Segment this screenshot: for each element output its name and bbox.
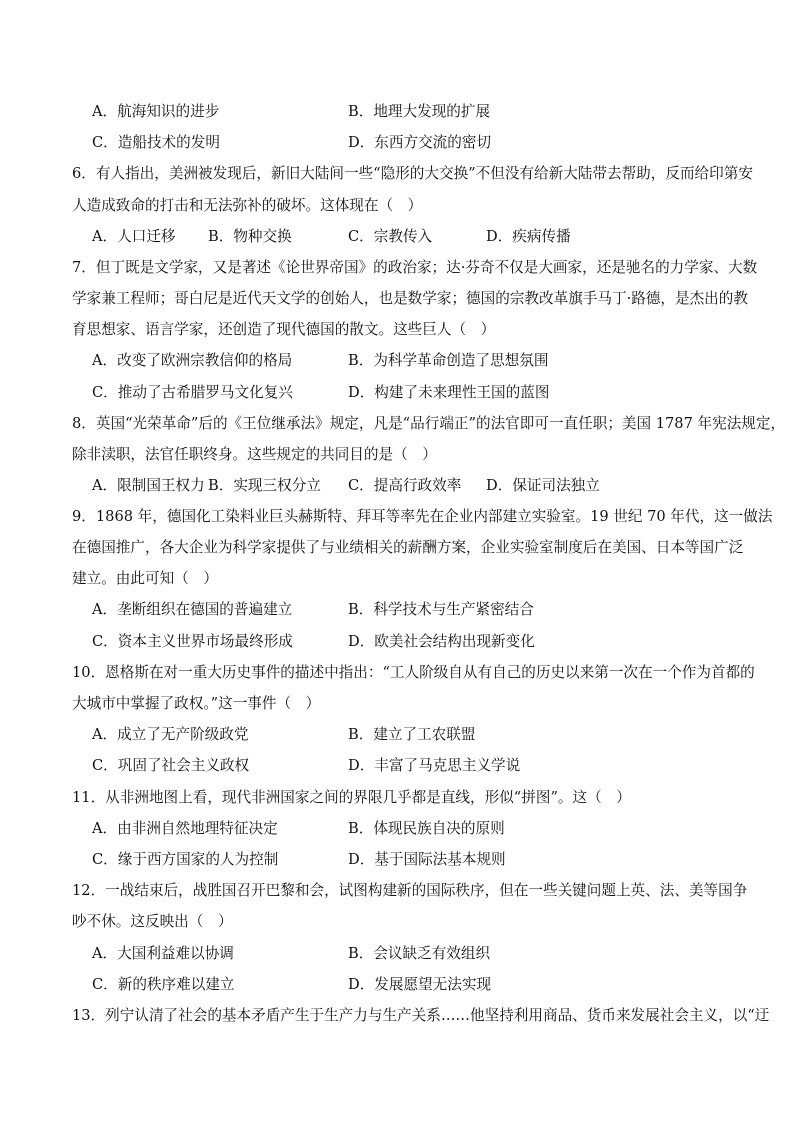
q9-option-a[interactable]: A．垄断组织在德国的普遍建立 <box>92 601 293 618</box>
q9-stem-line2: 在德国推广，各大企业为科学家提供了与业绩相关的薪酬方案，企业实验室制度后在美国、日本等国广泛 <box>72 539 744 556</box>
q9-option-d[interactable]: D．欧美社会结构出现新变化 <box>348 633 535 650</box>
q8-stem-line1: 8．英国“光荣革命”后的《王位继承法》规定，凡是“品行端正”的法官即可一直任职；美国 1787 年宪法规定， <box>72 415 786 432</box>
q9-stem-line1: 9．1868 年，德国化工染料业巨头赫斯特、拜耳等率先在企业内部建立实验室。19 世纪 70 年代，这一做法 <box>72 508 773 525</box>
q12-stem-line2: 吵不休。这反映出（ ） <box>72 913 233 930</box>
q10-option-a[interactable]: A．成立了无产阶级政党 <box>92 726 249 743</box>
q12-option-b[interactable]: B．会议缺乏有效组织 <box>348 945 491 962</box>
q10-option-c[interactable]: C．巩固了社会主义政权 <box>92 757 250 774</box>
q7-option-d[interactable]: D．构建了未来理性王国的蓝图 <box>348 384 550 401</box>
q9-option-b[interactable]: B．科学技术与生产紧密结合 <box>348 601 534 618</box>
q11-stem-line1: 11．从非洲地图上看，现代非洲国家之间的界限几乎都是直线，形似“拼图”。这（ ） <box>72 789 631 806</box>
q12-option-a[interactable]: A．大国利益难以协调 <box>92 945 234 962</box>
q8-option-d[interactable]: D．保证司法独立 <box>486 477 600 494</box>
q8-option-b[interactable]: B．实现三权分立 <box>208 477 321 494</box>
q12-stem-line1: 12．一战结束后，战胜国召开巴黎和会，试图构建新的国际秩序，但在一些关键问题上英、法、美等国争 <box>72 882 748 899</box>
q8-option-a[interactable]: A．限制国王权力 <box>92 477 205 494</box>
q5-option-d[interactable]: D．东西方交流的密切 <box>348 134 492 151</box>
q11-option-b[interactable]: B．体现民族自决的原则 <box>348 820 505 837</box>
q6-option-a[interactable]: A．人口迁移 <box>92 228 176 245</box>
q11-option-d[interactable]: D．基于国际法基本规则 <box>348 851 506 868</box>
q6-option-c[interactable]: C．宗教传入 <box>348 228 433 245</box>
q7-stem-line2: 学家兼工程师；哥白尼是近代天文学的创始人，也是数学家；德国的宗教改革旗手马丁·路德，是杰出的教 <box>72 290 748 307</box>
q6-option-d[interactable]: D．疾病传播 <box>486 228 571 245</box>
q6-stem-line1: 6．有人指出，美洲被发现后，新旧大陆间一些“隐形的大交换”不但没有给新大陆带去帮助，反而给印第安 <box>72 165 753 182</box>
q10-stem-line2: 大城市中掌握了政权。”这一事件（ ） <box>72 695 321 712</box>
q8-stem-line2: 除非渎职，法官任职终身。这些规定的共同目的是（ ） <box>72 446 437 463</box>
q9-option-c[interactable]: C．资本主义世界市场最终形成 <box>92 633 293 650</box>
q6-stem-line2: 人造成致命的打击和无法弥补的破坏。这体现在（ ） <box>72 197 423 214</box>
q12-option-c[interactable]: C．新的秩序难以建立 <box>92 976 235 993</box>
q5-option-c[interactable]: C．造船技术的发明 <box>92 134 220 151</box>
q9-stem-line3: 建立。由此可知（ ） <box>72 570 218 587</box>
q7-stem-line1: 7．但丁既是文学家，又是著述《论世界帝国》的政治家；达·芬奇不仅是大画家，还是驰名的力学家、大数 <box>72 259 758 276</box>
q7-option-b[interactable]: B．为科学革命创造了思想氛围 <box>348 352 549 369</box>
q7-stem-line3: 育思想家、语言学家，还创造了现代德国的散文。这些巨人（ ） <box>72 321 496 338</box>
q11-option-c[interactable]: C．缘于西方国家的人为控制 <box>92 851 279 868</box>
q6-option-b[interactable]: B．物种交换 <box>208 228 292 245</box>
q5-option-a[interactable]: A．航海知识的进步 <box>92 103 220 120</box>
q8-option-c[interactable]: C．提高行政效率 <box>348 477 462 494</box>
q7-option-a[interactable]: A．改变了欧洲宗教信仰的格局 <box>92 352 293 369</box>
q10-option-b[interactable]: B．建立了工农联盟 <box>348 726 476 743</box>
q13-stem-line1: 13．列宁认清了社会的基本矛盾产生于生产力与生产关系……他坚持利用商品、货币来发展社会主义，以“迂 <box>72 1007 770 1024</box>
q5-option-b[interactable]: B．地理大发现的扩展 <box>348 103 491 120</box>
q10-option-d[interactable]: D．丰富了马克思主义学说 <box>348 757 521 774</box>
q7-option-c[interactable]: C．推动了古希腊罗马文化复兴 <box>92 384 293 401</box>
q11-option-a[interactable]: A．由非洲自然地理特征决定 <box>92 820 278 837</box>
q10-stem-line1: 10．恩格斯在对一重大历史事件的描述中指出：“工人阶级自从有自己的历史以来第一次在一个作为首都的 <box>72 664 755 681</box>
q12-option-d[interactable]: D．发展愿望无法实现 <box>348 976 492 993</box>
